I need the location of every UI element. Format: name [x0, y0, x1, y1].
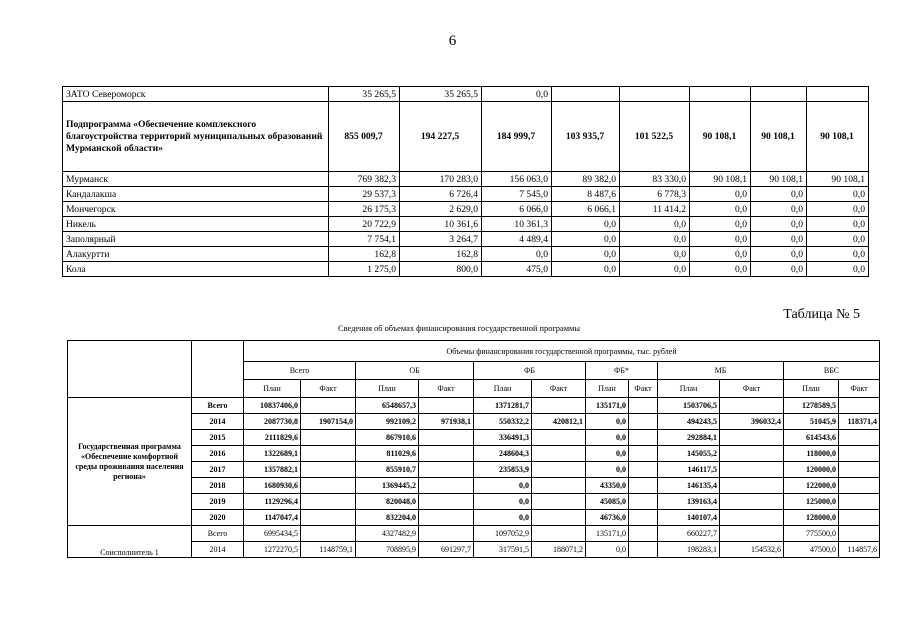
funding-value-cell: 1272270,5 — [244, 542, 301, 558]
year-cell: 2014 — [192, 542, 244, 558]
page-number: 6 — [448, 33, 457, 49]
funding-value-cell: 122000,0 — [784, 478, 839, 494]
funding-value-cell: 188071,2 — [532, 542, 586, 558]
header-fact-cell: Факт — [720, 380, 784, 398]
municipal-value-cell: 90 108,1 — [807, 102, 869, 172]
funding-value-cell: 0,0 — [586, 462, 629, 478]
municipal-value-cell: 2 629,0 — [400, 202, 482, 217]
funding-value-cell: 867910,6 — [356, 430, 419, 446]
municipal-value-cell: 0,0 — [807, 247, 869, 262]
municipal-value-cell — [620, 87, 690, 102]
municipal-value-cell: 101 522,5 — [620, 102, 690, 172]
funding-value-cell — [629, 398, 658, 414]
municipal-value-cell: 1 275,0 — [329, 262, 400, 277]
funding-value-cell: 660227,7 — [658, 526, 720, 542]
municipal-value-cell: 194 227,5 — [400, 102, 482, 172]
funding-value-cell: 1097052,9 — [474, 526, 532, 542]
funding-value-cell — [301, 510, 356, 526]
municipal-value-cell: 4 489,4 — [482, 232, 552, 247]
program-name-cell: Государственная программа «Обеспечение комфортной среды проживания населения региона» — [68, 398, 192, 526]
municipal-name-cell: Мончегорск — [63, 202, 329, 217]
funding-value-cell: 43350,0 — [586, 478, 629, 494]
year-cell: 2017 — [192, 462, 244, 478]
municipal-value-cell: 0,0 — [751, 262, 807, 277]
municipal-name-cell: Кандалакша — [63, 187, 329, 202]
funding-value-cell: 1278589,5 — [784, 398, 839, 414]
municipal-row — [63, 172, 869, 187]
header-group-cell: ФБ* — [586, 362, 658, 380]
year-cell: 2018 — [192, 478, 244, 494]
header-plan-cell: План — [356, 380, 419, 398]
funding-value-cell: 820048,0 — [356, 494, 419, 510]
funding-value-cell — [301, 446, 356, 462]
funding-value-cell — [839, 494, 880, 510]
municipal-value-cell: 162,8 — [329, 247, 400, 262]
funding-value-cell: 154532,6 — [720, 542, 784, 558]
funding-value-cell — [532, 462, 586, 478]
funding-value-cell: 128000,0 — [784, 510, 839, 526]
municipal-value-cell — [751, 87, 807, 102]
municipal-value-cell: 156 063,0 — [482, 172, 552, 187]
municipal-name-cell: Кола — [63, 262, 329, 277]
municipal-value-cell: 90 108,1 — [690, 102, 751, 172]
header-group-cell: Всего — [244, 362, 356, 380]
municipal-value-cell: 475,0 — [482, 262, 552, 277]
municipal-value-cell: 0,0 — [482, 87, 552, 102]
header-row-main — [68, 341, 880, 362]
municipal-value-cell: 0,0 — [690, 217, 751, 232]
municipal-value-cell: 7 754,1 — [329, 232, 400, 247]
funding-value-cell: 317591,5 — [474, 542, 532, 558]
funding-value-cell: 6995434,5 — [244, 526, 301, 542]
header-plan-cell: План — [658, 380, 720, 398]
coexecutor-name-cell: Соисполнитель 1 — [68, 526, 192, 558]
municipal-value-cell: 35 265,5 — [329, 87, 400, 102]
header-group-cell: ФБ — [474, 362, 586, 380]
funding-value-cell: 775500,0 — [784, 526, 839, 542]
municipal-value-cell: 6 726,4 — [400, 187, 482, 202]
table-caption: Сведения об объемах финансирования государственной программы — [338, 324, 580, 333]
funding-value-cell — [532, 526, 586, 542]
municipal-value-cell: 0,0 — [482, 247, 552, 262]
municipal-value-cell: 10 361,6 — [400, 217, 482, 232]
funding-value-cell: 396032,4 — [720, 414, 784, 430]
funding-value-cell — [720, 526, 784, 542]
year-cell: 2019 — [192, 494, 244, 510]
funding-value-cell: 10837406,0 — [244, 398, 301, 414]
funding-value-cell: 992109,2 — [356, 414, 419, 430]
funding-value-cell: 691297,7 — [419, 542, 474, 558]
funding-value-cell: 198283,1 — [658, 542, 720, 558]
municipal-value-cell: 10 361,3 — [482, 217, 552, 232]
funding-value-cell — [839, 398, 880, 414]
municipal-value-cell: 162,8 — [400, 247, 482, 262]
header-fact-cell: Факт — [532, 380, 586, 398]
table-number-label: Таблица № 5 — [783, 307, 860, 322]
municipal-value-cell: 0,0 — [552, 217, 620, 232]
funding-value-cell — [301, 462, 356, 478]
municipal-name-cell: Заполярный — [63, 232, 329, 247]
municipal-row — [63, 217, 869, 232]
funding-value-cell: 292884,1 — [658, 430, 720, 446]
funding-value-cell — [629, 494, 658, 510]
funding-value-cell: 118371,4 — [839, 414, 880, 430]
header-group-cell: ОБ — [356, 362, 474, 380]
municipal-value-cell: 0,0 — [807, 187, 869, 202]
funding-value-cell: 708895,9 — [356, 542, 419, 558]
municipal-value-cell: 29 537,3 — [329, 187, 400, 202]
municipal-name-cell: Подпрограмма «Обеспечение комплексного благоустройства территорий муниципальных образований Мурманской области» — [63, 102, 329, 172]
header-plan-cell: План — [474, 380, 532, 398]
funding-value-cell — [629, 478, 658, 494]
funding-value-cell — [419, 398, 474, 414]
funding-value-cell: 1503706,5 — [658, 398, 720, 414]
funding-value-cell: 832204,0 — [356, 510, 419, 526]
municipal-value-cell: 184 999,7 — [482, 102, 552, 172]
funding-value-cell: 550332,2 — [474, 414, 532, 430]
funding-value-cell: 47500,0 — [784, 542, 839, 558]
year-cell: Всего — [192, 526, 244, 542]
funding-value-cell — [301, 494, 356, 510]
funding-value-cell — [839, 478, 880, 494]
municipal-row — [63, 187, 869, 202]
funding-value-cell — [419, 446, 474, 462]
program-funding-table — [67, 340, 880, 558]
funding-value-cell: 235853,9 — [474, 462, 532, 478]
municipal-value-cell: 0,0 — [690, 187, 751, 202]
municipal-value-cell: 0,0 — [807, 262, 869, 277]
funding-value-cell — [301, 526, 356, 542]
municipal-value-cell: 0,0 — [751, 232, 807, 247]
funding-value-cell: 1357882,1 — [244, 462, 301, 478]
funding-value-cell: 2087730,8 — [244, 414, 301, 430]
year-cell: 2015 — [192, 430, 244, 446]
header-year-cell — [192, 341, 244, 398]
header-fact-cell: Факт — [301, 380, 356, 398]
municipal-value-cell: 855 009,7 — [329, 102, 400, 172]
funding-value-cell — [629, 462, 658, 478]
funding-value-cell: 0,0 — [586, 414, 629, 430]
funding-value-cell: 46736,0 — [586, 510, 629, 526]
funding-value-cell: 4327482,9 — [356, 526, 419, 542]
funding-value-cell: 614543,6 — [784, 430, 839, 446]
funding-value-cell: 1322689,1 — [244, 446, 301, 462]
funding-value-cell — [629, 414, 658, 430]
header-main-title: Объемы финансирования государственной программы, тыс. рублей — [244, 341, 880, 362]
municipal-row — [63, 262, 869, 277]
funding-value-cell: 146117,5 — [658, 462, 720, 478]
funding-value-cell — [839, 430, 880, 446]
funding-value-cell: 0,0 — [474, 478, 532, 494]
municipal-name-cell: ЗАТО Североморск — [63, 87, 329, 102]
funding-value-cell — [720, 510, 784, 526]
funding-value-cell — [629, 542, 658, 558]
funding-value-cell: 1129296,4 — [244, 494, 301, 510]
municipal-value-cell: 20 722,9 — [329, 217, 400, 232]
municipal-value-cell: 83 330,0 — [620, 172, 690, 187]
year-cell: 2020 — [192, 510, 244, 526]
funding-value-cell — [532, 494, 586, 510]
funding-value-cell: 135171,0 — [586, 398, 629, 414]
funding-value-cell: 114857,6 — [839, 542, 880, 558]
funding-value-cell — [301, 478, 356, 494]
municipal-value-cell: 90 108,1 — [751, 172, 807, 187]
funding-value-cell: 1369445,2 — [356, 478, 419, 494]
funding-value-cell — [301, 398, 356, 414]
municipal-row — [63, 232, 869, 247]
program-row — [68, 398, 880, 414]
funding-value-cell — [419, 494, 474, 510]
funding-value-cell — [839, 526, 880, 542]
municipal-value-cell: 90 108,1 — [751, 102, 807, 172]
municipal-row — [63, 87, 869, 102]
municipal-value-cell: 0,0 — [690, 202, 751, 217]
header-fact-cell: Факт — [419, 380, 474, 398]
municipal-value-cell: 26 175,3 — [329, 202, 400, 217]
funding-value-cell: 0,0 — [474, 510, 532, 526]
funding-value-cell: 0,0 — [586, 446, 629, 462]
municipal-value-cell: 0,0 — [552, 232, 620, 247]
municipal-value-cell: 800,0 — [400, 262, 482, 277]
year-cell: 2016 — [192, 446, 244, 462]
municipal-value-cell: 0,0 — [552, 262, 620, 277]
municipal-value-cell: 0,0 — [807, 217, 869, 232]
funding-value-cell: 125000,0 — [784, 494, 839, 510]
municipal-value-cell: 0,0 — [690, 232, 751, 247]
funding-value-cell: 1680930,6 — [244, 478, 301, 494]
funding-value-cell — [720, 462, 784, 478]
funding-value-cell: 336491,3 — [474, 430, 532, 446]
municipal-value-cell: 6 778,3 — [620, 187, 690, 202]
municipal-value-cell: 3 264,7 — [400, 232, 482, 247]
funding-value-cell — [720, 430, 784, 446]
municipal-value-cell: 170 283,0 — [400, 172, 482, 187]
header-empty-cell — [68, 341, 192, 398]
municipal-value-cell: 6 066,1 — [552, 202, 620, 217]
funding-value-cell: 118000,0 — [784, 446, 839, 462]
municipal-value-cell: 89 382,0 — [552, 172, 620, 187]
municipal-funding-table — [62, 86, 869, 277]
funding-value-cell: 146135,4 — [658, 478, 720, 494]
municipal-value-cell: 0,0 — [807, 202, 869, 217]
funding-value-cell — [839, 446, 880, 462]
municipal-name-cell: Мурманск — [63, 172, 329, 187]
funding-value-cell: 855910,7 — [356, 462, 419, 478]
municipal-name-cell: Алакуртти — [63, 247, 329, 262]
funding-value-cell: 248604,3 — [474, 446, 532, 462]
municipal-value-cell — [690, 87, 751, 102]
funding-value-cell: 1148759,1 — [301, 542, 356, 558]
funding-value-cell — [629, 526, 658, 542]
funding-value-cell — [532, 510, 586, 526]
funding-value-cell: 0,0 — [586, 542, 629, 558]
municipal-value-cell: 90 108,1 — [690, 172, 751, 187]
municipal-row — [63, 247, 869, 262]
municipal-value-cell: 0,0 — [690, 262, 751, 277]
funding-value-cell: 0,0 — [474, 494, 532, 510]
header-plan-cell: План — [784, 380, 839, 398]
funding-value-cell: 2111829,6 — [244, 430, 301, 446]
municipal-row — [63, 202, 869, 217]
funding-value-cell — [419, 526, 474, 542]
municipal-value-cell: 0,0 — [751, 187, 807, 202]
funding-value-cell — [532, 478, 586, 494]
funding-value-cell: 1907154,0 — [301, 414, 356, 430]
header-group-cell: ВБС — [784, 362, 880, 380]
header-group-cell: МБ — [658, 362, 784, 380]
municipal-value-cell: 103 935,7 — [552, 102, 620, 172]
funding-value-cell: 1371281,7 — [474, 398, 532, 414]
funding-value-cell — [720, 446, 784, 462]
municipal-value-cell: 0,0 — [751, 202, 807, 217]
municipal-value-cell: 0,0 — [620, 217, 690, 232]
funding-value-cell — [629, 510, 658, 526]
header-fact-cell: Факт — [839, 380, 880, 398]
municipal-value-cell: 8 487,6 — [552, 187, 620, 202]
funding-value-cell: 1147047,4 — [244, 510, 301, 526]
municipal-value-cell: 7 545,0 — [482, 187, 552, 202]
funding-value-cell: 420812,1 — [532, 414, 586, 430]
funding-value-cell: 135171,0 — [586, 526, 629, 542]
funding-value-cell — [419, 462, 474, 478]
funding-value-cell — [419, 430, 474, 446]
funding-value-cell — [720, 494, 784, 510]
funding-value-cell — [419, 478, 474, 494]
funding-value-cell: 6548657,3 — [356, 398, 419, 414]
funding-value-cell: 140107,4 — [658, 510, 720, 526]
municipal-value-cell: 0,0 — [552, 247, 620, 262]
funding-value-cell — [720, 478, 784, 494]
municipal-row — [63, 102, 869, 172]
funding-value-cell — [839, 462, 880, 478]
municipal-value-cell: 0,0 — [751, 247, 807, 262]
year-cell: 2014 — [192, 414, 244, 430]
municipal-value-cell: 11 414,2 — [620, 202, 690, 217]
funding-value-cell — [720, 398, 784, 414]
municipal-name-cell: Никель — [63, 217, 329, 232]
header-fact-cell: Факт — [629, 380, 658, 398]
header-plan-cell: План — [586, 380, 629, 398]
municipal-value-cell: 6 066,0 — [482, 202, 552, 217]
funding-value-cell — [629, 446, 658, 462]
municipal-value-cell: 0,0 — [751, 217, 807, 232]
municipal-value-cell — [807, 87, 869, 102]
municipal-value-cell: 0,0 — [807, 232, 869, 247]
funding-value-cell — [532, 430, 586, 446]
coexecutor-row — [68, 526, 880, 542]
funding-value-cell: 494243,5 — [658, 414, 720, 430]
funding-value-cell: 139163,4 — [658, 494, 720, 510]
municipal-value-cell: 0,0 — [620, 247, 690, 262]
funding-value-cell: 51045,9 — [784, 414, 839, 430]
funding-value-cell: 45085,0 — [586, 494, 629, 510]
funding-value-cell: 145055,2 — [658, 446, 720, 462]
funding-value-cell: 120000,0 — [784, 462, 839, 478]
municipal-value-cell: 0,0 — [620, 262, 690, 277]
funding-value-cell: 0,0 — [586, 430, 629, 446]
funding-value-cell: 811029,6 — [356, 446, 419, 462]
municipal-value-cell — [552, 87, 620, 102]
year-cell: Всего — [192, 398, 244, 414]
municipal-value-cell: 0,0 — [620, 232, 690, 247]
municipal-value-cell: 0,0 — [690, 247, 751, 262]
funding-value-cell — [532, 446, 586, 462]
funding-value-cell — [419, 510, 474, 526]
funding-value-cell — [839, 510, 880, 526]
header-plan-cell: План — [244, 380, 301, 398]
funding-value-cell — [532, 398, 586, 414]
municipal-value-cell: 35 265,5 — [400, 87, 482, 102]
funding-value-cell — [629, 430, 658, 446]
funding-value-cell — [301, 430, 356, 446]
funding-value-cell: 971938,1 — [419, 414, 474, 430]
municipal-value-cell: 769 382,3 — [329, 172, 400, 187]
municipal-value-cell: 90 108,1 — [807, 172, 869, 187]
